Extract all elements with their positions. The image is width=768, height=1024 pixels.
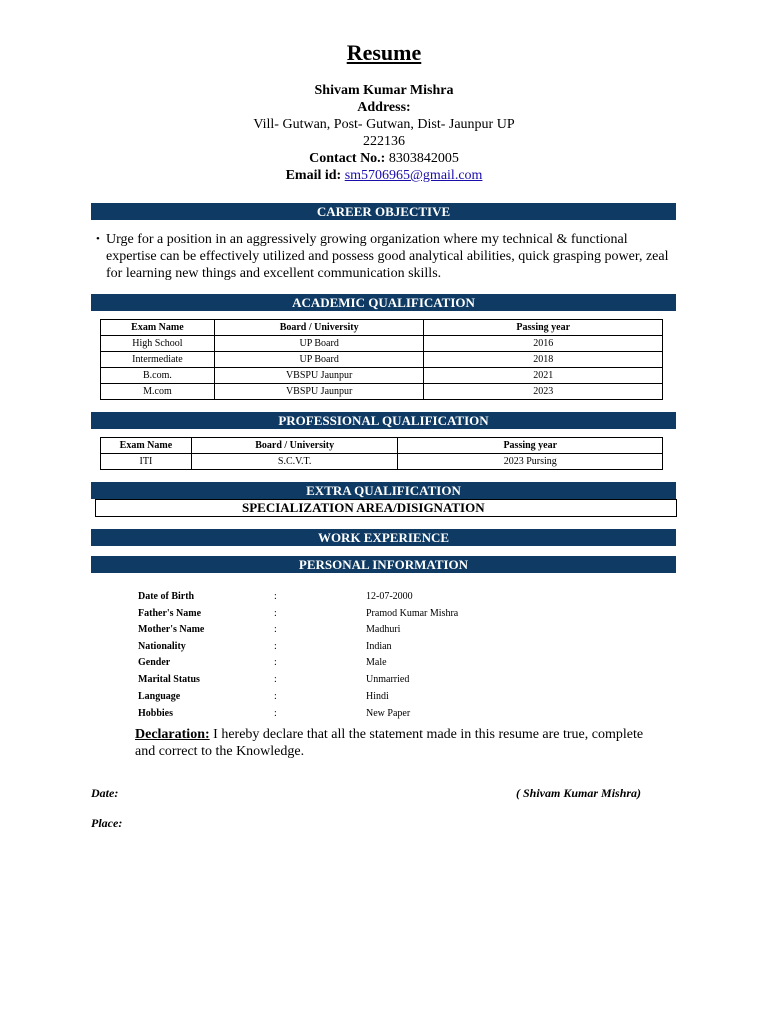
label-father-name: Father's Name (138, 608, 202, 619)
date-label: Date: (91, 786, 119, 800)
cell-year: 2021 (424, 368, 663, 384)
header-board: Board / University (191, 438, 398, 454)
value-mother-name: Madhuri (366, 624, 401, 635)
cell-board: VBSPU Jaunpur (214, 368, 424, 384)
label-hobbies: Hobbies (138, 708, 174, 719)
value-language: Hindi (366, 691, 389, 702)
cell-board: S.C.V.T. (191, 454, 398, 470)
resume-title: Resume (346, 40, 422, 65)
label-marital-status: Marital Status (138, 674, 200, 685)
email-line (0, 167, 768, 184)
label-language: Language (138, 691, 181, 702)
contact-value: 8303842005 (388, 151, 459, 166)
academic-table (100, 319, 663, 400)
section-bar-academic: ACADEMIC QUALIFICATION (91, 294, 676, 311)
colon: : (274, 691, 277, 702)
email-link[interactable]: sm5706965@gmail.com (344, 168, 483, 183)
contact-label: Contact No.: (309, 151, 386, 166)
table-header-row (101, 438, 663, 454)
cell-year: 2023 Pursing (398, 454, 663, 470)
value-father-name: Pramod Kumar Mishra (366, 608, 459, 619)
place-label: Place: (91, 816, 123, 830)
cell-exam: M.com (101, 384, 215, 400)
colon: : (274, 608, 277, 619)
value-dob: 12-07-2000 (366, 591, 413, 602)
cell-year: 2016 (424, 336, 663, 352)
address-label: Address: (357, 100, 411, 115)
objective-paragraph (96, 231, 671, 282)
table-header-row (101, 320, 663, 336)
value-nationality: Indian (366, 641, 392, 652)
section-bar-extra: EXTRA QUALIFICATION (91, 482, 676, 499)
label-dob: Date of Birth (138, 591, 195, 602)
candidate-name: Shivam Kumar Mishra (314, 83, 454, 98)
email-label: Email id: (285, 168, 342, 183)
section-bar-professional: PROFESSIONAL QUALIFICATION (91, 412, 676, 429)
value-hobbies: New Paper (366, 708, 411, 719)
cell-year: 2023 (424, 384, 663, 400)
declaration-paragraph (135, 726, 655, 760)
section-bar-personal: PERSONAL INFORMATION (91, 556, 676, 573)
colon: : (274, 641, 277, 652)
objective-text: Urge for a position in an aggressively growing organization where my technical & functional expertise can be effectively utilized and possess good analytical abilities, quick grasping power, zeal for learning new things and excellent communication skills. (106, 232, 669, 281)
cell-board: UP Board (214, 336, 424, 352)
label-gender: Gender (138, 657, 171, 668)
cell-exam: ITI (101, 454, 192, 470)
declaration-text: I hereby declare that all the statement made in this resume are true, complete and correct to the Knowledge. (135, 727, 644, 759)
label-mother-name: Mother's Name (138, 624, 205, 635)
cell-year: 2018 (424, 352, 663, 368)
cell-board: VBSPU Jaunpur (214, 384, 424, 400)
address-line-1: Vill- Gutwan, Post- Gutwan, Dist- Jaunpur UP (253, 117, 515, 132)
label-nationality: Nationality (138, 641, 186, 652)
signature-name: ( Shivam Kumar Mishra) (516, 786, 642, 800)
colon: : (274, 674, 277, 685)
table-row (101, 336, 663, 352)
specialization-box: SPECIALIZATION AREA/DISIGNATION (95, 499, 677, 517)
address-line-2: 222136 (363, 134, 405, 149)
table-row (101, 368, 663, 384)
header-passing-year: Passing year (424, 320, 663, 336)
cell-board: UP Board (214, 352, 424, 368)
value-gender: Male (366, 657, 387, 668)
header-passing-year: Passing year (398, 438, 663, 454)
bullet-icon: • (96, 233, 100, 245)
colon: : (274, 591, 277, 602)
cell-exam: High School (101, 336, 215, 352)
cell-exam: Intermediate (101, 352, 215, 368)
section-bar-work-experience: WORK EXPERIENCE (91, 529, 676, 546)
colon: : (274, 657, 277, 668)
value-marital-status: Unmarried (366, 674, 410, 685)
declaration-label: Declaration: (135, 727, 210, 742)
colon: : (274, 708, 277, 719)
professional-table (100, 437, 663, 470)
colon: : (274, 624, 277, 635)
table-row (101, 454, 663, 470)
header-board: Board / University (214, 320, 424, 336)
header-exam-name: Exam Name (101, 320, 215, 336)
table-row (101, 352, 663, 368)
cell-exam: B.com. (101, 368, 215, 384)
table-row (101, 384, 663, 400)
contact-line (0, 150, 768, 167)
section-bar-career-objective: CAREER OBJECTIVE (91, 203, 676, 220)
header-exam-name: Exam Name (101, 438, 192, 454)
